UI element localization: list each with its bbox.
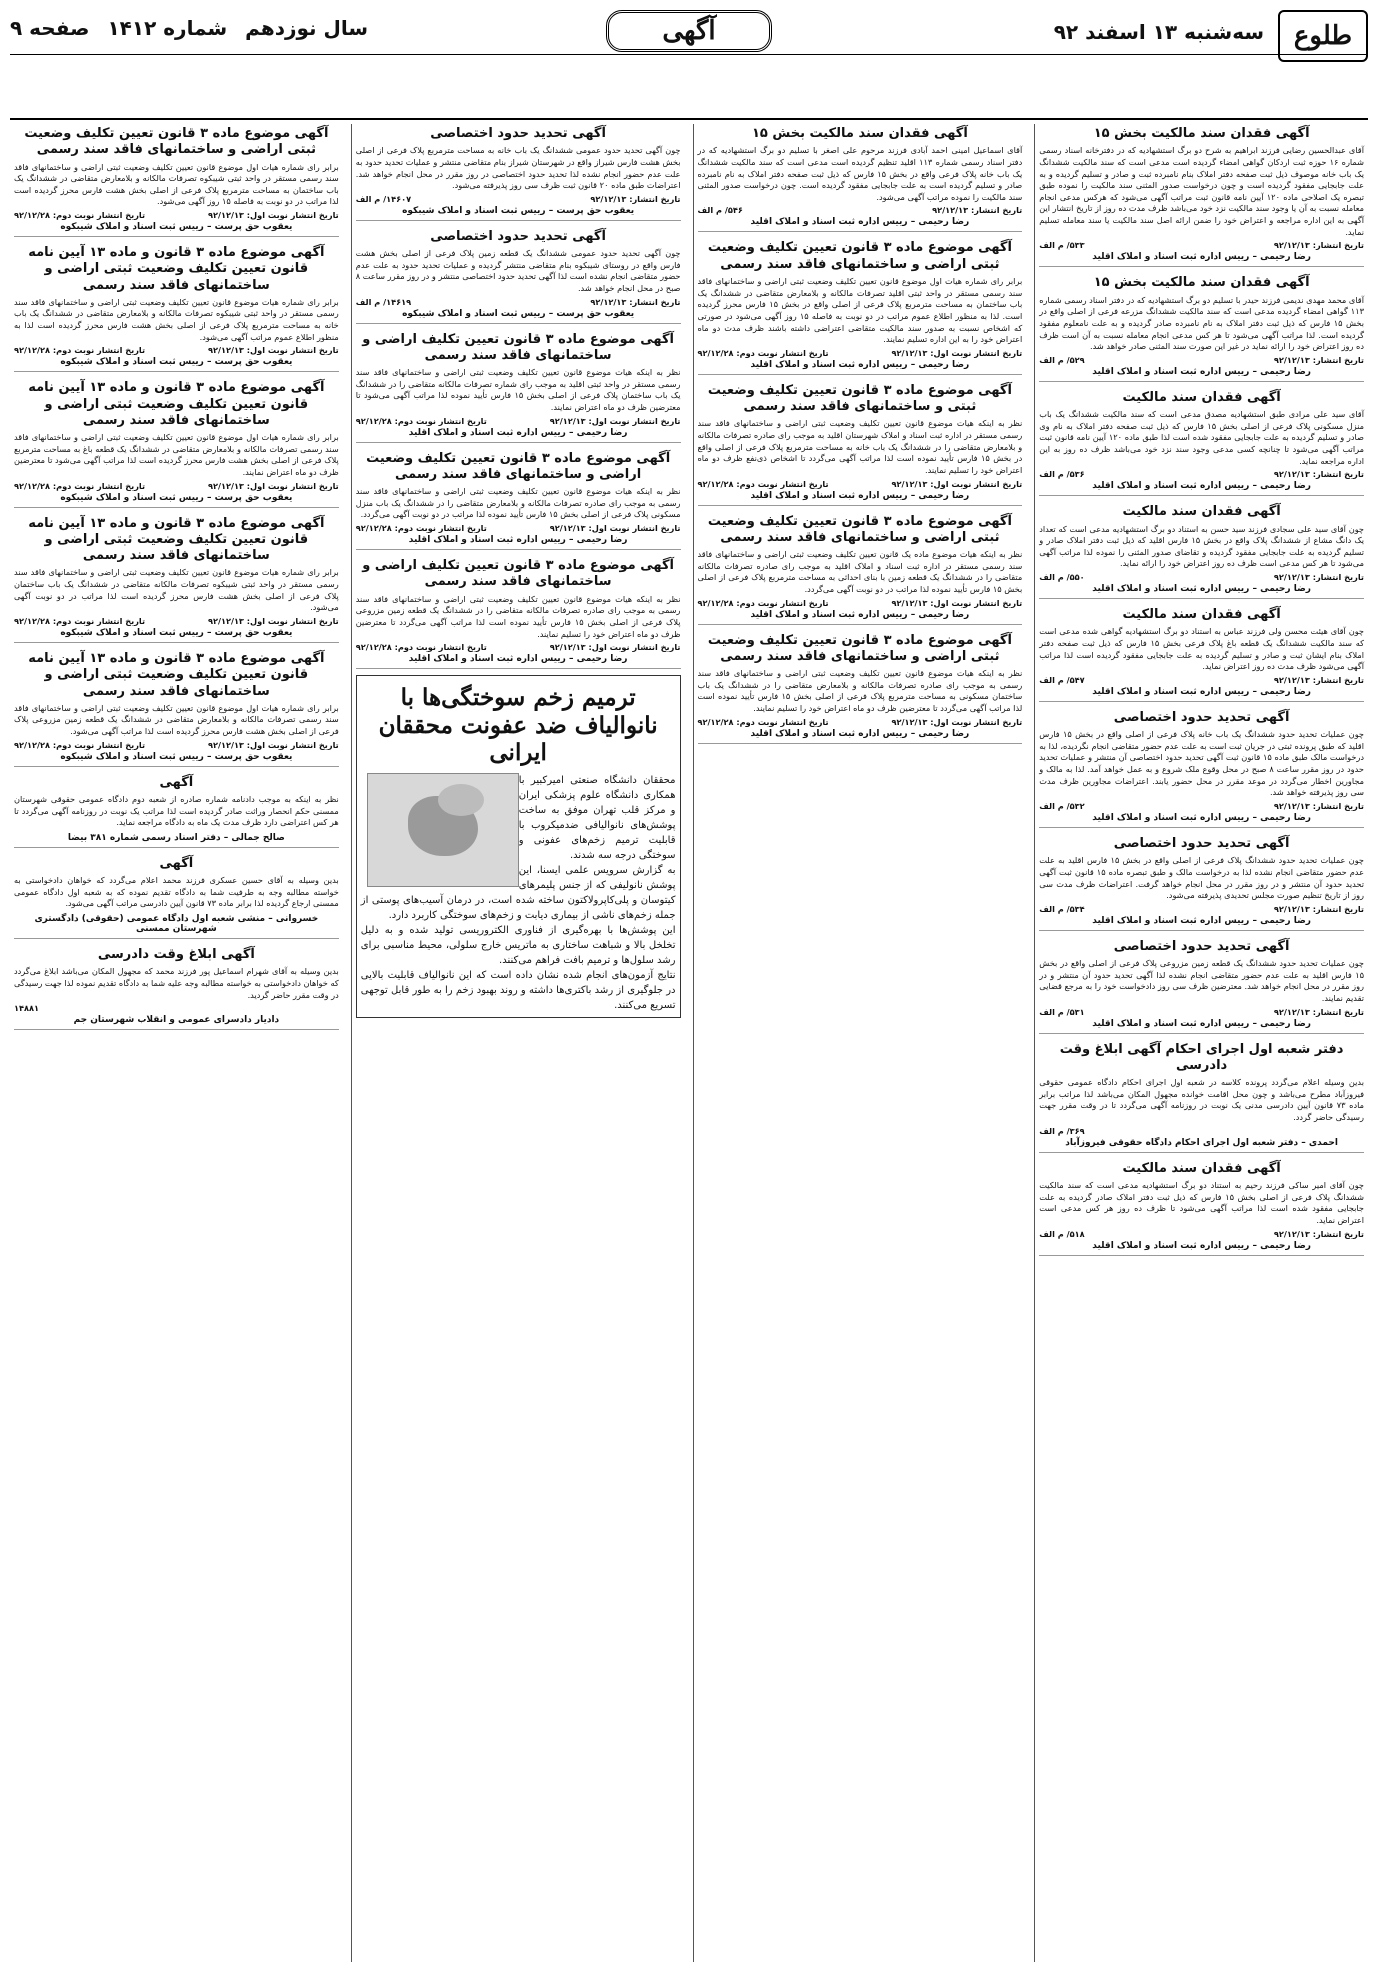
ad-code: ۱۴۶۱۹/ م الف bbox=[355, 296, 412, 307]
ad-signature: رضا رحیمی – رییس اداره ثبت اسناد و املاک اقلید bbox=[750, 359, 970, 370]
ad-signature: رضا رحیمی – رییس اداره ثبت اسناد و املاک اقلید bbox=[750, 490, 970, 501]
ad-code: ۵۲۹/ م الف bbox=[1039, 354, 1085, 365]
ad-signature: رضا رحیمی – رییس اداره ثبت اسناد و املاک اقلید bbox=[1092, 366, 1311, 377]
ad-body: نظر به اینکه به موجب دادنامه شماره صادره از شعبه دوم دادگاه عمومی حقوقی شهرستان ممسنی حکم انحصار وراثت صادر گردیده است لذا مراتب یک نوبت در روزنامه آگهی می‌گردد تا هر کس اعتراضی دارد ظرف مدت یک ماه به دادگاه مراجعه نماید. bbox=[14, 793, 339, 828]
ad-title: آگهی فقدان سند مالکیت bbox=[1122, 504, 1281, 520]
ad-meta bbox=[698, 717, 1023, 727]
ad-title: آگهی فقدان سند مالکیت bbox=[1122, 389, 1281, 405]
ad-title: آگهی موضوع ماده ۳ قانون تعیین تکلیف وضعیت ثبتی اراضی و ساختمانهای فاقد سند رسمی bbox=[707, 240, 1012, 272]
ad-signature: خسروانی – منشی شعبه اول دادگاه عمومی (حقوقی) دادگستری شهرستان ممسنی bbox=[34, 914, 319, 935]
ad-column-4 bbox=[10, 124, 343, 1962]
ad-body: آقای عبدالحسین رضایی فرزند ابراهیم به شرح دو برگ استشهادیه که در دفترخانه اسناد رسمی شماره ۱۶ حوزه ثبت اردکان گواهی امضاء گردیده است مدعی است که سند مالکیت ششدانگ یک باب خانه موصوف ذیل ثبت صفحه دفتر املاک بنام نامبرده ثبت و صادر و تسلیم گردیده و به علت جابجایی مفقود گردیده است و چون درخواست صدور المثنی سند مالکیت را نموده طبق تبصره یک اصلاحی ماده ۱۲۰ آیین نامه قانون ثبت مراتب آگهی می‌شود که هرکس مدعی انجام معامله نسبت به آن یا وجود سند مالکیت نزد خود می‌باشد ظرف مدت ده روز از تاریخ انتشار این آگهی به این اداره مراجعه و اعتراض خود را ضمن ارائه اصل سند مالکیت یا سند معامله تسلیم نماید. bbox=[1039, 145, 1365, 237]
feature-headline: ترمیم زخم سوختگی‌ها با نانوالیاف ضد عفونت محققان ایرانی bbox=[378, 684, 658, 767]
ad-columns bbox=[10, 124, 1368, 1962]
ad-signature: رضا رحیمی – رییس اداره ثبت اسناد و املاک اقلید bbox=[1092, 252, 1311, 263]
ad-meta bbox=[698, 348, 1023, 358]
volume-year: سال نوزدهم bbox=[245, 16, 369, 40]
ad-meta bbox=[1039, 355, 1364, 365]
ad-meta bbox=[14, 616, 339, 626]
ad-body: برابر رای شماره هیات اول موضوع قانون تعیین تکلیف وضعیت ثبتی اراضی و ساختمانهای فاقد سند رسمی مستقر در واحد ثبتی اقلید تصرفات مالکانه و بلامعارض متقاضی در ششدانگ یک باب ساختمان به مساحت مترمربع پلاک فرعی از اصلی واقع در بخش ۱۵ فارس محرز گردیده است. لذا به منظور اطلاع عموم مراتب در دو نوبت به فاصله ۱۵ روز آگهی می‌شود در صورتی که اشخاص نسبت به صدور سند مالکیت متقاضی اعتراضی داشته باشند ظرف مدت دو ماه اعتراض خود را به این اداره تسلیم نمایند. bbox=[697, 275, 1023, 345]
ad-code: ۵۴۷/ م الف bbox=[1039, 674, 1085, 685]
ad-signature: یعقوب حق پرست – رییس ثبت اسناد و املاک شیبکوه bbox=[60, 222, 293, 233]
ad-notice bbox=[1039, 388, 1364, 496]
ad-title: آگهی تحدید حدود اختصاصی bbox=[430, 228, 606, 244]
ad-title: آگهی فقدان سند مالکیت bbox=[1122, 1160, 1281, 1176]
ad-signature: دادیار دادسرای عمومی و انقلاب شهرستان جم bbox=[73, 1015, 280, 1026]
ad-title: آگهی فقدان سند مالکیت بخش ۱۵ bbox=[1093, 126, 1310, 141]
ad-body: چون آگهی تحدید حدود عمومی ششدانگ یک باب خانه به مساحت مترمربع پلاک فرعی از اصلی بخش هشت فارس شیراز واقع در شهرستان شیراز بنام متقاضی منتشر و عملیات تحدید حدود به علت عدم حضور انجام نشده لذا تحدید حدود اختصاصی در روز مقرر در محل انجام خواهد شد. اعتراضات طبق ماده ۲۰ قانون ثبت ظرف سی روز پذیرفته می‌شود. bbox=[355, 145, 681, 191]
ad-title: آگهی موضوع ماده ۳ قانون تعیین تکلیف وضعیت اراضی و ساختمانهای فاقد سند رسمی bbox=[366, 450, 671, 482]
ad-date: تاریخ انتشار: ۹۲/۱۲/۱۳ bbox=[1273, 572, 1364, 583]
ad-date: تاریخ انتشار: ۹۲/۱۲/۱۳ bbox=[1273, 1228, 1364, 1239]
ad-body: آقای محمد مهدی ندیمی فرزند حیدر با تسلیم دو برگ استشهادیه که در دفتر اسناد رسمی شماره ۱۱۳ گواهی امضاء گردیده مدعی است که سند مالکیت ششدانگ مزرعه فرعی از اصلی واقع در بخش ۱۵ فارس که ذیل ثبت دفتر املاک به نام نامبرده صادر گردیده و به علت نامعلوم مفقود گردیده است. لذا مراتب آگهی می‌شود تا هر کس مدعی انجام معامله نسبت به آن است ظرف ده روز اعتراض خود را ارائه نماید در غیر این صورت سند المثنی صادر خواهد شد. bbox=[1039, 294, 1364, 352]
ad-signature: رضا رحیمی – رییس اداره ثبت اسناد و املاک اقلید bbox=[408, 427, 628, 438]
ad-title: آگهی ابلاغ وقت دادرسی bbox=[97, 947, 255, 963]
ad-body: چون آقای امیر ساکی فرزند رحیم به استناد دو برگ استشهادیه مدعی است که سند مالکیت ششدانگ پلاک فرعی از اصلی بخش ۱۵ فارس که ذیل ثبت دفتر املاک صادر گردیده به علت جابجایی مفقود شده است لذا مراتب آگهی می‌شود تا ظرف ده روز هر کس مدعی است اعتراض نماید. bbox=[1039, 1179, 1364, 1225]
ad-signature: رضا رحیمی – رییس اداره ثبت اسناد و املاک اقلید bbox=[750, 217, 970, 228]
ad-meta bbox=[1039, 1126, 1364, 1136]
photo-shape bbox=[438, 784, 484, 816]
ad-body: چون عملیات تحدید حدود ششدانگ پلاک فرعی از اصلی واقع در بخش ۱۵ فارس اقلید به علت عدم حضور متقاضی انجام نشده لذا به درخواست مالک و طبق تبصره ماده ۱۵ قانون ثبت آگهی تحدید حدود آن منتشر و در روز مقرر در محل انجام خواهد گرفت. اعتراضات ظرف مدت سی روز از تاریخ تنظیم صورت مجلس تحدیدی پذیرفته می‌شود. bbox=[1039, 855, 1364, 901]
ad-title: آگهی bbox=[159, 774, 194, 790]
ad-date: تاریخ انتشار: ۹۲/۱۲/۱۳ bbox=[1273, 674, 1364, 685]
ad-notice bbox=[1039, 1159, 1364, 1256]
ad-title: آگهی فقدان سند مالکیت بخش ۱۵ bbox=[1093, 275, 1310, 291]
ad-body: نظر به اینکه هیات موضوع قانون تعیین تکلیف وضعیت ثبتی اراضی و ساختمانهای فاقد سند رسمی مستقر در واحد ثبتی اقلید به موجب رای شماره تصرفات مالکانه متقاضی را در ششدانگ یک باب ساختمان پلاک فرعی از اصلی بخش ۱۵ فارس تأیید نموده لذا مراتب آگهی می‌شود تا معترضین ظرف دو ماه اعتراض نمایند. bbox=[355, 367, 681, 413]
ad-title: آگهی موضوع ماده ۳ قانون تعیین تکلیف وضعیت ثبتی و ساختمانهای فاقد سند رسمی bbox=[707, 382, 1012, 415]
section-banner-wrap bbox=[606, 10, 772, 52]
ad-date: تاریخ انتشار نوبت اول: ۹۲/۱۲/۱۳ bbox=[891, 347, 1023, 358]
ad-meta bbox=[1039, 801, 1364, 811]
ad-notice bbox=[1039, 708, 1364, 828]
ad-title: آگهی تحدید حدود اختصاصی bbox=[1113, 709, 1290, 725]
ad-code: تاریخ انتشار نوبت دوم: ۹۲/۱۲/۲۸ bbox=[355, 523, 487, 534]
ad-meta bbox=[1039, 572, 1364, 582]
header-rule bbox=[10, 54, 1368, 55]
page-header bbox=[10, 10, 1368, 120]
ad-signature: رضا رحیمی – رییس اداره ثبت اسناد و املاک اقلید bbox=[1092, 584, 1311, 595]
ad-body: بدین وسیله به آقای شهرام اسماعیل پور فرزند محمد که مجهول المکان می‌باشد ابلاغ می‌گردد که خواهان دادخواستی به خواسته مطالبه وجه علیه شما به دادگاه تقدیم نموده لذا جهت رسیدگی در وقت مقرر حاضر گردید. bbox=[14, 966, 339, 1000]
ad-code: تاریخ انتشار نوبت دوم: ۹۲/۱۲/۲۸ bbox=[14, 345, 146, 356]
ad-body: نظر به اینکه هیات موضوع قانون تعیین تکلیف وضعیت ثبتی اراضی و ساختمانهای فاقد سند رسمی به موجب رای صادره تصرفات مالکانه و بلامعارض متقاضی را در ششدانگ یک باب منزل مسکونی پلاک فرعی از اصلی بخش ۱۵ فارس تأیید نموده لذا مراتب در دو نوبت آگهی می‌گردد. bbox=[355, 486, 681, 520]
ad-notice bbox=[1039, 502, 1364, 599]
ad-body: برابر رای شماره هیات موضوع قانون تعیین تکلیف وضعیت ثبتی اراضی و ساختمانهای فاقد سند رسمی مستقر در واحد ثبتی شیبکوه تصرفات مالکانه متقاضی در ششدانگ یک باب ساختمان پلاک فرعی از اصلی بخش هشت فارس محرز گردیده است لذا مراتب در دو نوبت آگهی می‌شود. bbox=[14, 567, 339, 613]
feature-photo bbox=[367, 773, 519, 887]
ad-body: بدین وسیله به آقای حسین عسکری فرزند محمد اعلام می‌گردد که خواهان دادخواستی به خواسته مطالبه وجه به طرفیت شما به دادگاه تقدیم نموده که به شعبه اول دادگاه عمومی ممسنی ارجاع گردیده لذا برابر ماده ۷۳ قانون آیین دادرسی مراتب آگهی می‌شود. bbox=[14, 875, 339, 909]
ad-body: آقای سید علی مرادی طبق استشهادیه مصدق مدعی است که سند مالکیت ششدانگ یک باب منزل مسکونی پلاک فرعی از اصلی بخش ۱۵ فارس که ذیل ثبت صفحه دفتر املاک به نام وی صادر و تسلیم گردیده به علت جابجایی مفقود شده است لذا طبق ماده ۱۲۰ آیین نامه قانون ثبت مراتب آگهی می‌شود تا چنانچه کسی مدعی وجود سند نزد خود می‌باشد ظرف ده روز به این اداره مراجعه نماید. bbox=[1039, 409, 1364, 466]
issue-number: شماره ۱۴۱۲ bbox=[107, 16, 228, 40]
ad-notice bbox=[698, 124, 1023, 232]
ad-meta bbox=[698, 479, 1023, 489]
ad-code: تاریخ انتشار نوبت دوم: ۹۲/۱۲/۲۸ bbox=[697, 347, 829, 358]
ad-title: آگهی تحدید حدود اختصاصی bbox=[430, 126, 606, 141]
ad-code: ۵۳۳/ م الف bbox=[1039, 240, 1085, 251]
ad-notice bbox=[1039, 124, 1364, 267]
ad-code: ۵۴۶/ م الف bbox=[697, 205, 743, 216]
ad-title: آگهی تحدید حدود اختصاصی bbox=[1113, 938, 1290, 954]
ad-body: چون عملیات تحدید حدود ششدانگ یک قطعه زمین مزروعی پلاک فرعی از اصلی واقع در بخش ۱۵ فارس اقلید به علت عدم حضور متقاضی انجام نشده لذا آگهی تحدید حدود آن منتشر و در روز مقرر در محل انجام خواهد شد. معترضین ظرف سی روز دادخواست خود را به مرجع قضایی تقدیم نمایند. bbox=[1039, 958, 1364, 1003]
ad-meta bbox=[1039, 904, 1364, 914]
ad-notice bbox=[698, 512, 1023, 625]
ad-title: آگهی فقدان سند مالکیت بخش ۱۵ bbox=[751, 126, 968, 141]
ad-date: تاریخ انتشار نوبت اول: ۹۲/۱۲/۱۳ bbox=[207, 480, 339, 491]
ad-code: تاریخ انتشار نوبت دوم: ۹۲/۱۲/۲۸ bbox=[697, 597, 829, 608]
ad-signature: رضا رحیمی – رییس اداره ثبت اسناد و املاک اقلید bbox=[750, 609, 970, 620]
ad-body: نظر به اینکه هیات موضوع ماده یک قانون تعیین تکلیف وضعیت ثبتی اراضی و ساختمانهای فاقد سند رسمی مستقر در اداره ثبت اسناد و املاک اقلید به موجب رای صادره تصرفات مالکانه متقاضی را در ششدانگ یک قطعه زمین با بنای احداثی به مساحت مترمربع پلاک فرعی از اصلی بخش ۱۵ فارس تأیید نموده لذا مراتب در دو نوبت آگهی می‌گردد. bbox=[697, 549, 1023, 594]
ad-notice bbox=[698, 238, 1023, 374]
ad-code: ۳۶۹/ م الف bbox=[1039, 1125, 1085, 1136]
ad-notice bbox=[698, 631, 1023, 744]
ad-title: دفتر شعبه اول اجرای احکام آگهی ابلاغ وقت دادرسی bbox=[1059, 1041, 1344, 1073]
ad-title: آگهی موضوع ماده ۳ قانون تعیین تکلیف وضعیت ثبتی اراضی و ساختمانهای فاقد سند رسمی bbox=[24, 126, 329, 158]
ad-signature: رضا رحیمی – رییس اداره ثبت اسناد و املاک اقلید bbox=[1092, 686, 1311, 697]
feature-paragraph: نتایج آزمون‌های انجام شده نشان داده است که این نانوالیاف قابلیت بالایی در جلوگیری از رشد باکتری‌ها داشته و روند بهبود زخم را به طور قابل توجهی تسریع می‌کنند. bbox=[360, 969, 676, 1011]
ad-title: آگهی موضوع ماده ۳ قانون و ماده ۱۳ آیین نامه قانون تعیین تکلیف وضعیت ثبتی اراضی و ساختمانهای فاقد سند رسمی bbox=[28, 380, 325, 428]
ad-title: آگهی موضوع ماده ۳ قانون تعیین تکلیف اراضی و ساختمانهای فاقد سند رسمی bbox=[362, 331, 674, 363]
ad-code: تاریخ انتشار نوبت دوم: ۹۲/۱۲/۲۸ bbox=[14, 739, 146, 750]
ad-body: برابر رای شماره هیات اول موضوع قانون تعیین تکلیف وضعیت ثبتی اراضی و ساختمانهای فاقد سند رسمی تصرفات مالکانه و بلامعارض متقاضی در ششدانگ یک قطعه زمین مزروعی پلاک فرعی از اصلی بخش هشت فارس محرز گردیده است لذا مراتب آگهی می‌شود. bbox=[14, 702, 339, 737]
ad-notice bbox=[1039, 834, 1364, 931]
ad-meta bbox=[14, 345, 339, 355]
ad-date: تاریخ انتشار نوبت اول: ۹۲/۱۲/۱۳ bbox=[207, 616, 339, 626]
ad-signature: یعقوب حق پرست – رییس ثبت اسناد و املاک شیبکوه bbox=[402, 308, 635, 319]
ad-notice bbox=[14, 378, 339, 507]
ad-body: آقای اسماعیل امینی احمد آبادی فرزند مرحوم علی اصغر با تسلیم دو برگ استشهادیه که در دفتر اسناد رسمی شماره ۱۱۳ اقلید تنظیم گردیده است مدعی است که سند مالکیت ششدانگ یک باب خانه پلاک فرعی واقع در بخش ۱۵ فارس که ذیل ثبت صفحه دفتر املاک به نام نامبرده صادر و تسلیم گردیده است به علت جابجایی مفقود گردیده است. چون درخواست صدور المثنی سند مالکیت را نموده مراتب آگهی می‌شود. bbox=[697, 145, 1023, 202]
ad-body: برابر رای شماره هیات موضوع قانون تعیین تکلیف وضعیت ثبتی اراضی و ساختمانهای فاقد سند رسمی مستقر در واحد ثبتی شیبکوه تصرفات مالکانه و بلامعارض متقاضی در ششدانگ یک باب خانه به مساحت مترمربع پلاک فرعی از اصلی بخش هشت فارس محرز گردیده است لذا به منظور اطلاع عموم مراتب آگهی می‌شود. bbox=[14, 296, 339, 342]
ad-column-3 bbox=[351, 124, 685, 1962]
ad-body: چون آقای سید علی سجادی فرزند سید حسن به استناد دو برگ استشهادیه مدعی است که تعداد یک دانگ مشاع از ششدانگ پلاک واقع در بخش ۱۵ فارس اقلید که ذیل ثبت دفتر املاک صادر و تسلیم گردیده به علت جابجایی مفقود گردیده و تقاضای صدور المثنی را نموده لذا مراتب آگهی می‌شود تا هر کس مدعی است ظرف ده روز اعتراض خود را ارائه نماید. bbox=[1039, 523, 1365, 569]
ad-signature: یعقوب حق پرست – رییس ثبت اسناد و املاک شیبکوه bbox=[60, 628, 293, 638]
ad-body: چون آقای هیئت محسن ولی فرزند عباس به استناد دو برگ استشهادیه گواهی شده مدعی است که سند مالکیت ششدانگ یک قطعه باغ پلاک فرعی بخش ۱۵ فارس که ذیل ثبت صفحه دفتر املاک بنام ایشان ثبت و صادر و تسلیم گردیده به علت جابجایی مفقود گردیده است لذا مراتب آگهی می‌شود ظرف مدت ده روز اعتراض نماید. bbox=[1039, 626, 1364, 672]
ad-meta bbox=[1039, 240, 1364, 250]
ad-meta bbox=[1039, 1229, 1364, 1239]
ad-title: آگهی موضوع ماده ۳ قانون و ماده ۱۳ آیین نامه قانون تعیین تکلیف وضعیت ثبتی اراضی و ساختمانهای فاقد سند رسمی bbox=[28, 245, 325, 293]
ad-signature: صالح جمالی – دفتر اسناد رسمی شماره ۳۸۱ بیضا bbox=[67, 832, 285, 843]
ad-body: نظر به اینکه هیات موضوع قانون تعیین تکلیف وضعیت ثبتی اراضی و ساختمانهای فاقد سند رسمی مستقر در اداره ثبت اسناد و املاک شهرستان اقلید به موجب رای صادره تصرفات مالکانه و بلامعارض متقاضی را در ششدانگ یک باب خانه به مساحت مترمربع پلاک فرعی از اصلی واقع در بخش ۱۵ فارس تأیید نموده است لذا مراتب آگهی می‌گردد تا اشخاص ذی‌نفع ظرف دو ماه اعتراض خود را تسلیم نمایند. bbox=[697, 418, 1023, 475]
ad-notice bbox=[356, 330, 681, 443]
ad-date: تاریخ انتشار: ۹۲/۱۲/۱۳ bbox=[590, 193, 681, 204]
ad-notice bbox=[1039, 1040, 1364, 1153]
ad-notice bbox=[14, 773, 339, 848]
ad-date: تاریخ انتشار نوبت اول: ۹۲/۱۲/۱۳ bbox=[549, 642, 681, 653]
ad-date: تاریخ انتشار: ۹۲/۱۲/۱۳ bbox=[1273, 469, 1364, 480]
ad-body: بدین وسیله اعلام می‌گردد پرونده کلاسه در شعبه اول اجرای احکام دادگاه عمومی حقوقی فیروزآباد مطرح می‌باشد و چون محل اقامت خوانده مجهول المکان می‌باشد لذا مراتب برابر ماده ۷۳ قانون آیین دادرسی مدنی یک نوبت در روزنامه آگهی می‌گردد تا در وقت مقرر جهت رسیدگی حاضر گردد. bbox=[1039, 1077, 1364, 1123]
issue-date: سه‌شنبه ۱۳ اسفند ۹۲ bbox=[1053, 20, 1264, 44]
ad-meta bbox=[14, 481, 339, 491]
ad-notice bbox=[14, 649, 339, 767]
ad-code: تاریخ انتشار نوبت دوم: ۹۲/۱۲/۲۸ bbox=[697, 716, 829, 727]
ad-code: ۵۳۴/ م الف bbox=[1039, 903, 1085, 914]
ad-meta bbox=[356, 297, 681, 307]
ad-code: تاریخ انتشار نوبت دوم: ۹۲/۱۲/۲۸ bbox=[14, 210, 146, 221]
ad-code: تاریخ انتشار نوبت دوم: ۹۲/۱۲/۲۸ bbox=[14, 616, 146, 626]
ad-code: ۵۳۱/ م الف bbox=[1039, 1006, 1085, 1017]
ad-date: تاریخ انتشار نوبت اول: ۹۲/۱۲/۱۳ bbox=[891, 716, 1023, 727]
feature-paragraph: این پوشش‌ها با بهره‌گیری از فناوری الکتروریسی تولید شده و به دلیل تخلخل بالا و شباهت ساختاری به ماتریس خارج سلولی، محیط مناسبی برای رشد سلول‌ها و ترمیم بافت فراهم می‌کنند. bbox=[360, 924, 676, 966]
ad-date: تاریخ انتشار نوبت اول: ۹۲/۱۲/۱۳ bbox=[891, 597, 1023, 608]
ad-notice bbox=[14, 124, 339, 237]
ad-notice bbox=[1039, 937, 1364, 1034]
ad-code: تاریخ انتشار نوبت دوم: ۹۲/۱۲/۲۸ bbox=[355, 642, 487, 653]
ad-code: ۵۳۲/ م الف bbox=[1039, 801, 1085, 811]
ad-meta bbox=[356, 523, 681, 533]
ad-date: تاریخ انتشار: ۹۲/۱۲/۱۳ bbox=[1273, 801, 1364, 811]
ad-title: آگهی موضوع ماده ۳ قانون و ماده ۱۳ آیین نامه قانون تعیین تکلیف وضعیت ثبتی اراضی و ساختمانهای فاقد سند رسمی bbox=[28, 515, 325, 564]
newspaper-logo: طلوع bbox=[1278, 10, 1368, 62]
ad-title: آگهی موضوع ماده ۳ قانون تعیین تکلیف اراضی و ساختمانهای فاقد سند رسمی bbox=[362, 558, 674, 590]
ad-code: تاریخ انتشار نوبت دوم: ۹۲/۱۲/۲۸ bbox=[355, 415, 487, 426]
ad-meta bbox=[356, 416, 681, 426]
ad-date: تاریخ انتشار نوبت اول: ۹۲/۱۲/۱۳ bbox=[549, 415, 681, 426]
ad-date: تاریخ انتشار نوبت اول: ۹۲/۱۲/۱۳ bbox=[549, 523, 681, 534]
ad-notice bbox=[356, 124, 681, 221]
ad-signature: یعقوب حق پرست – رییس ثبت اسناد و املاک شیبکوه bbox=[60, 751, 293, 762]
ad-notice bbox=[698, 381, 1023, 506]
ad-notice bbox=[14, 854, 339, 939]
ad-body: برابر رای شماره هیات اول موضوع قانون تعیین تکلیف وضعیت ثبتی اراضی و ساختمانهای فاقد سند رسمی مستقر در واحد ثبتی شیبکوه تصرفات مالکانه و بلامعارض متقاضی در ششدانگ یک باب ساختمان به مساحت مترمربع پلاک فرعی از اصلی بخش هشت فارس محرز گردیده است لذا مراتب در دو نوبت به فاصله ۱۵ روز آگهی می‌شود. bbox=[14, 161, 339, 207]
ad-signature: رضا رحیمی – رییس اداره ثبت اسناد و املاک اقلید bbox=[408, 535, 628, 546]
ad-code: ۵۵۰/ م الف bbox=[1039, 572, 1085, 583]
ad-notice bbox=[14, 514, 339, 643]
ad-body: برابر رای شماره هیات اول موضوع قانون تعیین تکلیف وضعیت ثبتی اراضی و ساختمانهای فاقد سند رسمی تصرفات مالکانه و بلامعارض متقاضی در ششدانگ یک قطعه باغ به مساحت مترمربع پلاک فرعی از اصلی بخش هشت فارس محرز گردیده است لذا مراتب آگهی می‌شود تا معترضین ظرف دو ماه اعتراض نمایند. bbox=[14, 432, 339, 478]
ad-body: نظر به اینکه هیات موضوع قانون تعیین تکلیف وضعیت ثبتی اراضی و ساختمانهای فاقد سند رسمی به موجب رای صادره تصرفات مالکانه متقاضی را در ششدانگ یک قطعه زمین مزروعی پلاک فرعی از اصلی بخش ۱۵ فارس تأیید نموده است لذا مراتب آگهی می‌گردد تا معترضین ظرف دو ماه اعتراض خود را تسلیم نمایند. bbox=[355, 593, 681, 639]
feature-paragraph: به گزارش سرویس علمی ایسنا، این پوشش نانولیفی که از جنس پلیمرهای کیتوسان و پلی‌کاپرولاکتون ساخته شده است، در درمان آسیب‌های پوستی از جمله زخم‌های ناشی از بیماری دیابت و زخم‌های سوختگی کاربرد دارد. bbox=[360, 864, 676, 921]
ad-signature: یعقوب حق پرست – رییس ثبت اسناد و املاک شیبکوه bbox=[60, 357, 293, 368]
ad-body: چون عملیات تحدید حدود ششدانگ یک باب خانه پلاک فرعی از اصلی واقع در بخش ۱۵ فارس اقلید که طبق پرونده ثبتی در جریان ثبت است به علت عدم حضور متقاضی انجام نگردیده، لذا به درخواست مالک طبق ماده ۱۵ قانون ثبت آگهی تحدید حدود اختصاصی آن منتشر و عملیات تحدید حدود در روز مقرر ساعت ۸ صبح در محل وقوع ملک شروع و به عمل خواهد آمد. لذا به مالک و مجاورین اخطار می‌گردد در موعد مقرر در محل حضور یابند. اعتراضات مجاورین ظرف مدت سی روز پذیرفته خواهد شد. bbox=[1039, 729, 1364, 798]
ad-date: تاریخ انتشار نوبت اول: ۹۲/۱۲/۱۳ bbox=[207, 210, 339, 221]
ad-meta bbox=[698, 598, 1023, 608]
ad-meta bbox=[1039, 1007, 1364, 1017]
issue-info bbox=[10, 16, 368, 40]
ad-code: ۵۳۶/ م الف bbox=[1039, 469, 1085, 480]
ad-date: تاریخ انتشار نوبت اول: ۹۲/۱۲/۱۳ bbox=[207, 345, 339, 356]
ad-meta bbox=[14, 210, 339, 220]
ad-title: آگهی bbox=[159, 855, 194, 871]
ad-notice bbox=[1039, 605, 1364, 702]
ad-meta bbox=[1039, 675, 1364, 685]
ad-signature: رضا رحیمی – رییس اداره ثبت اسناد و املاک اقلید bbox=[1092, 1018, 1311, 1029]
ad-notice bbox=[14, 243, 339, 372]
ad-signature: رضا رحیمی – رییس اداره ثبت اسناد و املاک اقلید bbox=[750, 728, 970, 739]
ad-date: تاریخ انتشار: ۹۲/۱۲/۱۳ bbox=[1273, 903, 1364, 914]
ad-notice bbox=[356, 449, 681, 550]
section-banner: آگهی bbox=[606, 10, 772, 52]
ad-body: چون آگهی تحدید حدود عمومی ششدانگ یک قطعه زمین پلاک فرعی از اصلی بخش هشت فارس واقع در روستای شیبکوه بنام متقاضی منتشر گردیده و عملیات تحدید حدود به علت عدم حضور متقاضی انجام نشده است لذا آگهی تحدید حدود اختصاصی منتشر و در روز مقرر ساعت ۸ صبح در محل انجام خواهد شد. bbox=[355, 248, 681, 293]
ad-code: ۱۴۶۰۷/ م الف bbox=[355, 193, 412, 204]
ad-date: تاریخ انتشار: ۹۲/۱۲/۱۳ bbox=[590, 296, 681, 307]
ad-signature: رضا رحیمی – رییس اداره ثبت اسناد و املاک اقلید bbox=[1092, 813, 1311, 823]
ad-signature: یعقوب حق پرست – رییس ثبت اسناد و املاک شیبکوه bbox=[60, 492, 293, 503]
ad-column-1 bbox=[1034, 124, 1368, 1962]
ad-meta bbox=[1039, 469, 1364, 479]
ad-signature: رضا رحیمی – رییس اداره ثبت اسناد و املاک اقلید bbox=[408, 654, 628, 665]
ad-notice bbox=[1039, 273, 1364, 381]
ad-date: تاریخ انتشار: ۹۲/۱۲/۱۳ bbox=[1273, 1006, 1364, 1017]
ad-signature: رضا رحیمی – رییس اداره ثبت اسناد و املاک اقلید bbox=[1092, 915, 1311, 926]
ad-meta bbox=[14, 1003, 339, 1013]
ad-notice bbox=[356, 227, 681, 324]
ad-code: تاریخ انتشار نوبت دوم: ۹۲/۱۲/۲۸ bbox=[14, 480, 146, 491]
ad-signature: رضا رحیمی – رییس اداره ثبت اسناد و املاک اقلید bbox=[1092, 1240, 1311, 1251]
page-number: صفحه ۹ bbox=[10, 16, 90, 40]
ad-title: آگهی موضوع ماده ۳ قانون تعیین تکلیف وضعیت ثبتی اراضی و ساختمانهای فاقد سند رسمی bbox=[707, 513, 1012, 545]
ad-meta bbox=[356, 194, 681, 204]
ad-signature: یعقوب حق پرست – رییس ثبت اسناد و املاک شیبکوه bbox=[402, 205, 635, 216]
ad-date: تاریخ انتشار نوبت اول: ۹۲/۱۲/۱۳ bbox=[891, 478, 1023, 489]
ad-column-2 bbox=[693, 124, 1027, 1962]
ad-date: تاریخ انتشار: ۹۲/۱۲/۱۳ bbox=[1273, 240, 1364, 251]
ad-title: آگهی تحدید حدود اختصاصی bbox=[1113, 836, 1290, 851]
ad-body: نظر به اینکه هیات موضوع قانون تعیین تکلیف وضعیت ثبتی اراضی و ساختمانهای فاقد سند رسمی به موجب رای صادره تصرفات مالکانه و بلامعارض متقاضی را در ششدانگ یک باب ساختمان مسکونی به مساحت مترمربع پلاک فرعی از اصلی بخش ۱۵ فارس تأیید نموده است لذا مراتب آگهی می‌گردد تا معترضین ظرف دو ماه اعتراض خود را تسلیم نمایند. bbox=[697, 668, 1023, 713]
ad-date: تاریخ انتشار: ۹۲/۱۲/۱۳ bbox=[932, 205, 1023, 216]
ad-signature: رضا رحیمی – رییس اداره ثبت اسناد و املاک اقلید bbox=[1092, 481, 1311, 492]
ad-date: تاریخ انتشار نوبت اول: ۹۲/۱۲/۱۳ bbox=[207, 739, 339, 750]
ad-code: ۵۱۸/ م الف bbox=[1039, 1228, 1085, 1239]
ad-meta bbox=[698, 205, 1023, 215]
ad-code: ۱۴۸۸۱ bbox=[14, 1003, 39, 1014]
ad-title: آگهی موضوع ماده ۳ قانون تعیین تکلیف وضعیت ثبتی اراضی و ساختمانهای فاقد سند رسمی bbox=[707, 632, 1012, 664]
ad-code: تاریخ انتشار نوبت دوم: ۹۲/۱۲/۲۸ bbox=[697, 478, 829, 489]
ad-notice bbox=[14, 945, 339, 1030]
ad-date: تاریخ انتشار: ۹۲/۱۲/۱۳ bbox=[1273, 354, 1364, 365]
ad-signature: احمدی – دفتر شعبه اول اجرای احکام دادگاه حقوقی فیروزآباد bbox=[1065, 1137, 1338, 1148]
ad-title: آگهی موضوع ماده ۳ قانون و ماده ۱۳ آیین نامه قانون تعیین تکلیف وضعیت ثبتی اراضی و ساختمانهای فاقد سند رسمی bbox=[28, 651, 325, 699]
ad-title: آگهی فقدان سند مالکیت bbox=[1122, 607, 1281, 623]
ad-meta bbox=[14, 740, 339, 750]
feature-article bbox=[356, 675, 681, 1018]
ad-meta bbox=[356, 642, 681, 652]
feature-paragraph: محققان دانشگاه صنعتی امیرکبیر با همکاری دانشگاه علوم پزشکی ایران و مرکز قلب تهران موفق به ساخت پوشش‌های نانوالیافی ضدمیکروب با قابلیت ترمیم زخم‌های عفونی و سوختگی درجه سه شدند. bbox=[518, 774, 676, 861]
ad-notice bbox=[356, 556, 681, 669]
